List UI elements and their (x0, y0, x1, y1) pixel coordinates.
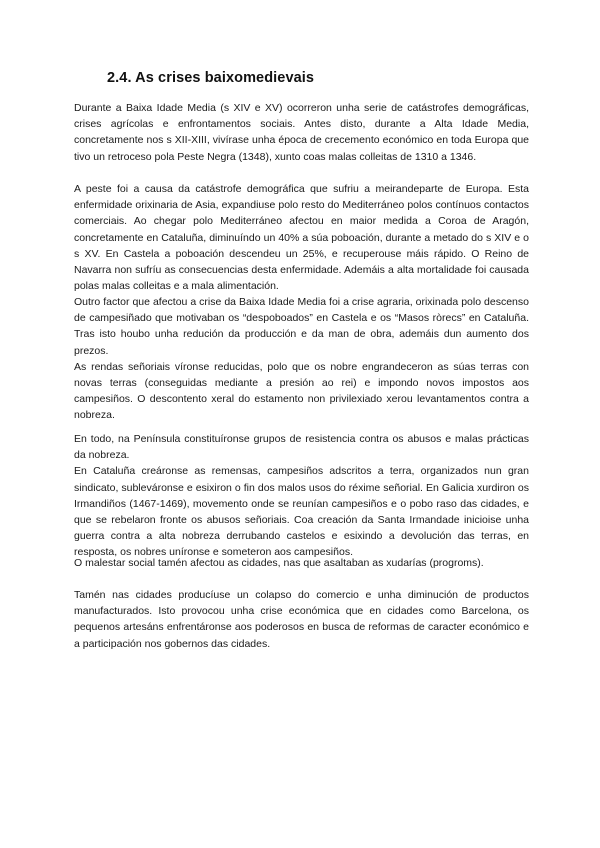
paragraph-peste (74, 181, 529, 294)
paragraph-text: En Cataluña creáronse as remensas, campesiños adscritos a terra, organizados nun gran sindicato, subleváronse e esixiron o fin dos malos usos do réxime señorial. En Galicia xurdiron os Irmandiños (1467-1469), movemento onde se reunían campesiños e o pobo raso das cidades, e que se rebelaron fronte os abusos señoriais. Coa creación da Santa Irmandade inicioise unha guerra contra a alta nobreza derrubando castelos e esixindo a devolución das terras, en resposta, os nobres uníronse e someteron aos campesiños. (74, 465, 529, 559)
paragraph-crise-agraria (74, 294, 529, 424)
paragraph-malestar-social (74, 555, 529, 571)
paragraph-text: Tamén nas cidades producíuse un colapso do comercio e unha diminución de productos manufacturados. Isto provocou unha crise económica que en cidades como Barcelona, os pequenos artesáns enfrentáronse aos poderosos en busca de reformas de caracter económico e a participación nos gobernos das cidades. (74, 589, 529, 650)
paragraph-text: A peste foi a causa da catástrofe demográfica que sufriu a meirandeparte de Europa. Esta enfermidade orixinaria de Asia, expandiuse polo resto do Mediterráneo polos contínuos contactos comerciais. Ao chegar polo Mediterráneo afectou en maior medida a Coroa de Aragón, concretamente en Cataluña, diminuíndo un 40% a súa poboación, durante a metado do s XIV e o s XV. En Castela a poboación descendeu un 25%, e recuperouse máis rápido. O Reino de Navarra non sufríu as consecuencias desta enfermidade. Ademáis a alta mortalidade foi causada polas malas colleitas e a mala alimentación. (74, 183, 529, 293)
section-heading: 2.4. As crises baixomedievais (107, 70, 315, 86)
paragraph-baixa-idade-media (74, 100, 529, 165)
paragraph-text: O malestar social tamén afectou as cidades, nas que asaltaban as xudarías (progroms). (74, 557, 484, 569)
paragraph-text: As rendas señoriais víronse reducidas, polo que os nobre engrandeceron as súas terras con novas terras (conseguidas mediante a presión ao rei) e impondo novos impostos aos campesiños. O descontento xeral do estamento non privilexiado xerou levantamentos contra a nobreza. (74, 360, 529, 422)
paragraph-text: Durante a Baixa Idade Media (s XIV e XV) ocorreron unha serie de catástrofes demográficas, crises agrícolas e enfrontamentos sociais. Antes disto, durante a Alta Idade Media, concretamente nos s XII-XIII, vivírase unha época de crecemento económico en toda Europa que tivo un retroceso pola Peste Negra (1348), xunto coas malas colleitas de 1310 a 1346. (74, 102, 529, 163)
paragraph-text: Outro factor que afectou a crise da Baixa Idade Media foi a crise agraria, orixinada polo descenso de campesiñado que motivaban os “despoboados” en Castela e os “Masos ròrecs” en Cataluña. Tras isto houbo unha redución da producción e da man de obra, ademáis dun aumento dos prezos. (74, 296, 529, 357)
paragraph-resistencia (74, 431, 529, 561)
paragraph-text: En todo, na Península constituíronse grupos de resistencia contra os abusos e malas prácticas da nobreza. (74, 433, 529, 462)
paragraph-colapso-comercio (74, 587, 529, 652)
